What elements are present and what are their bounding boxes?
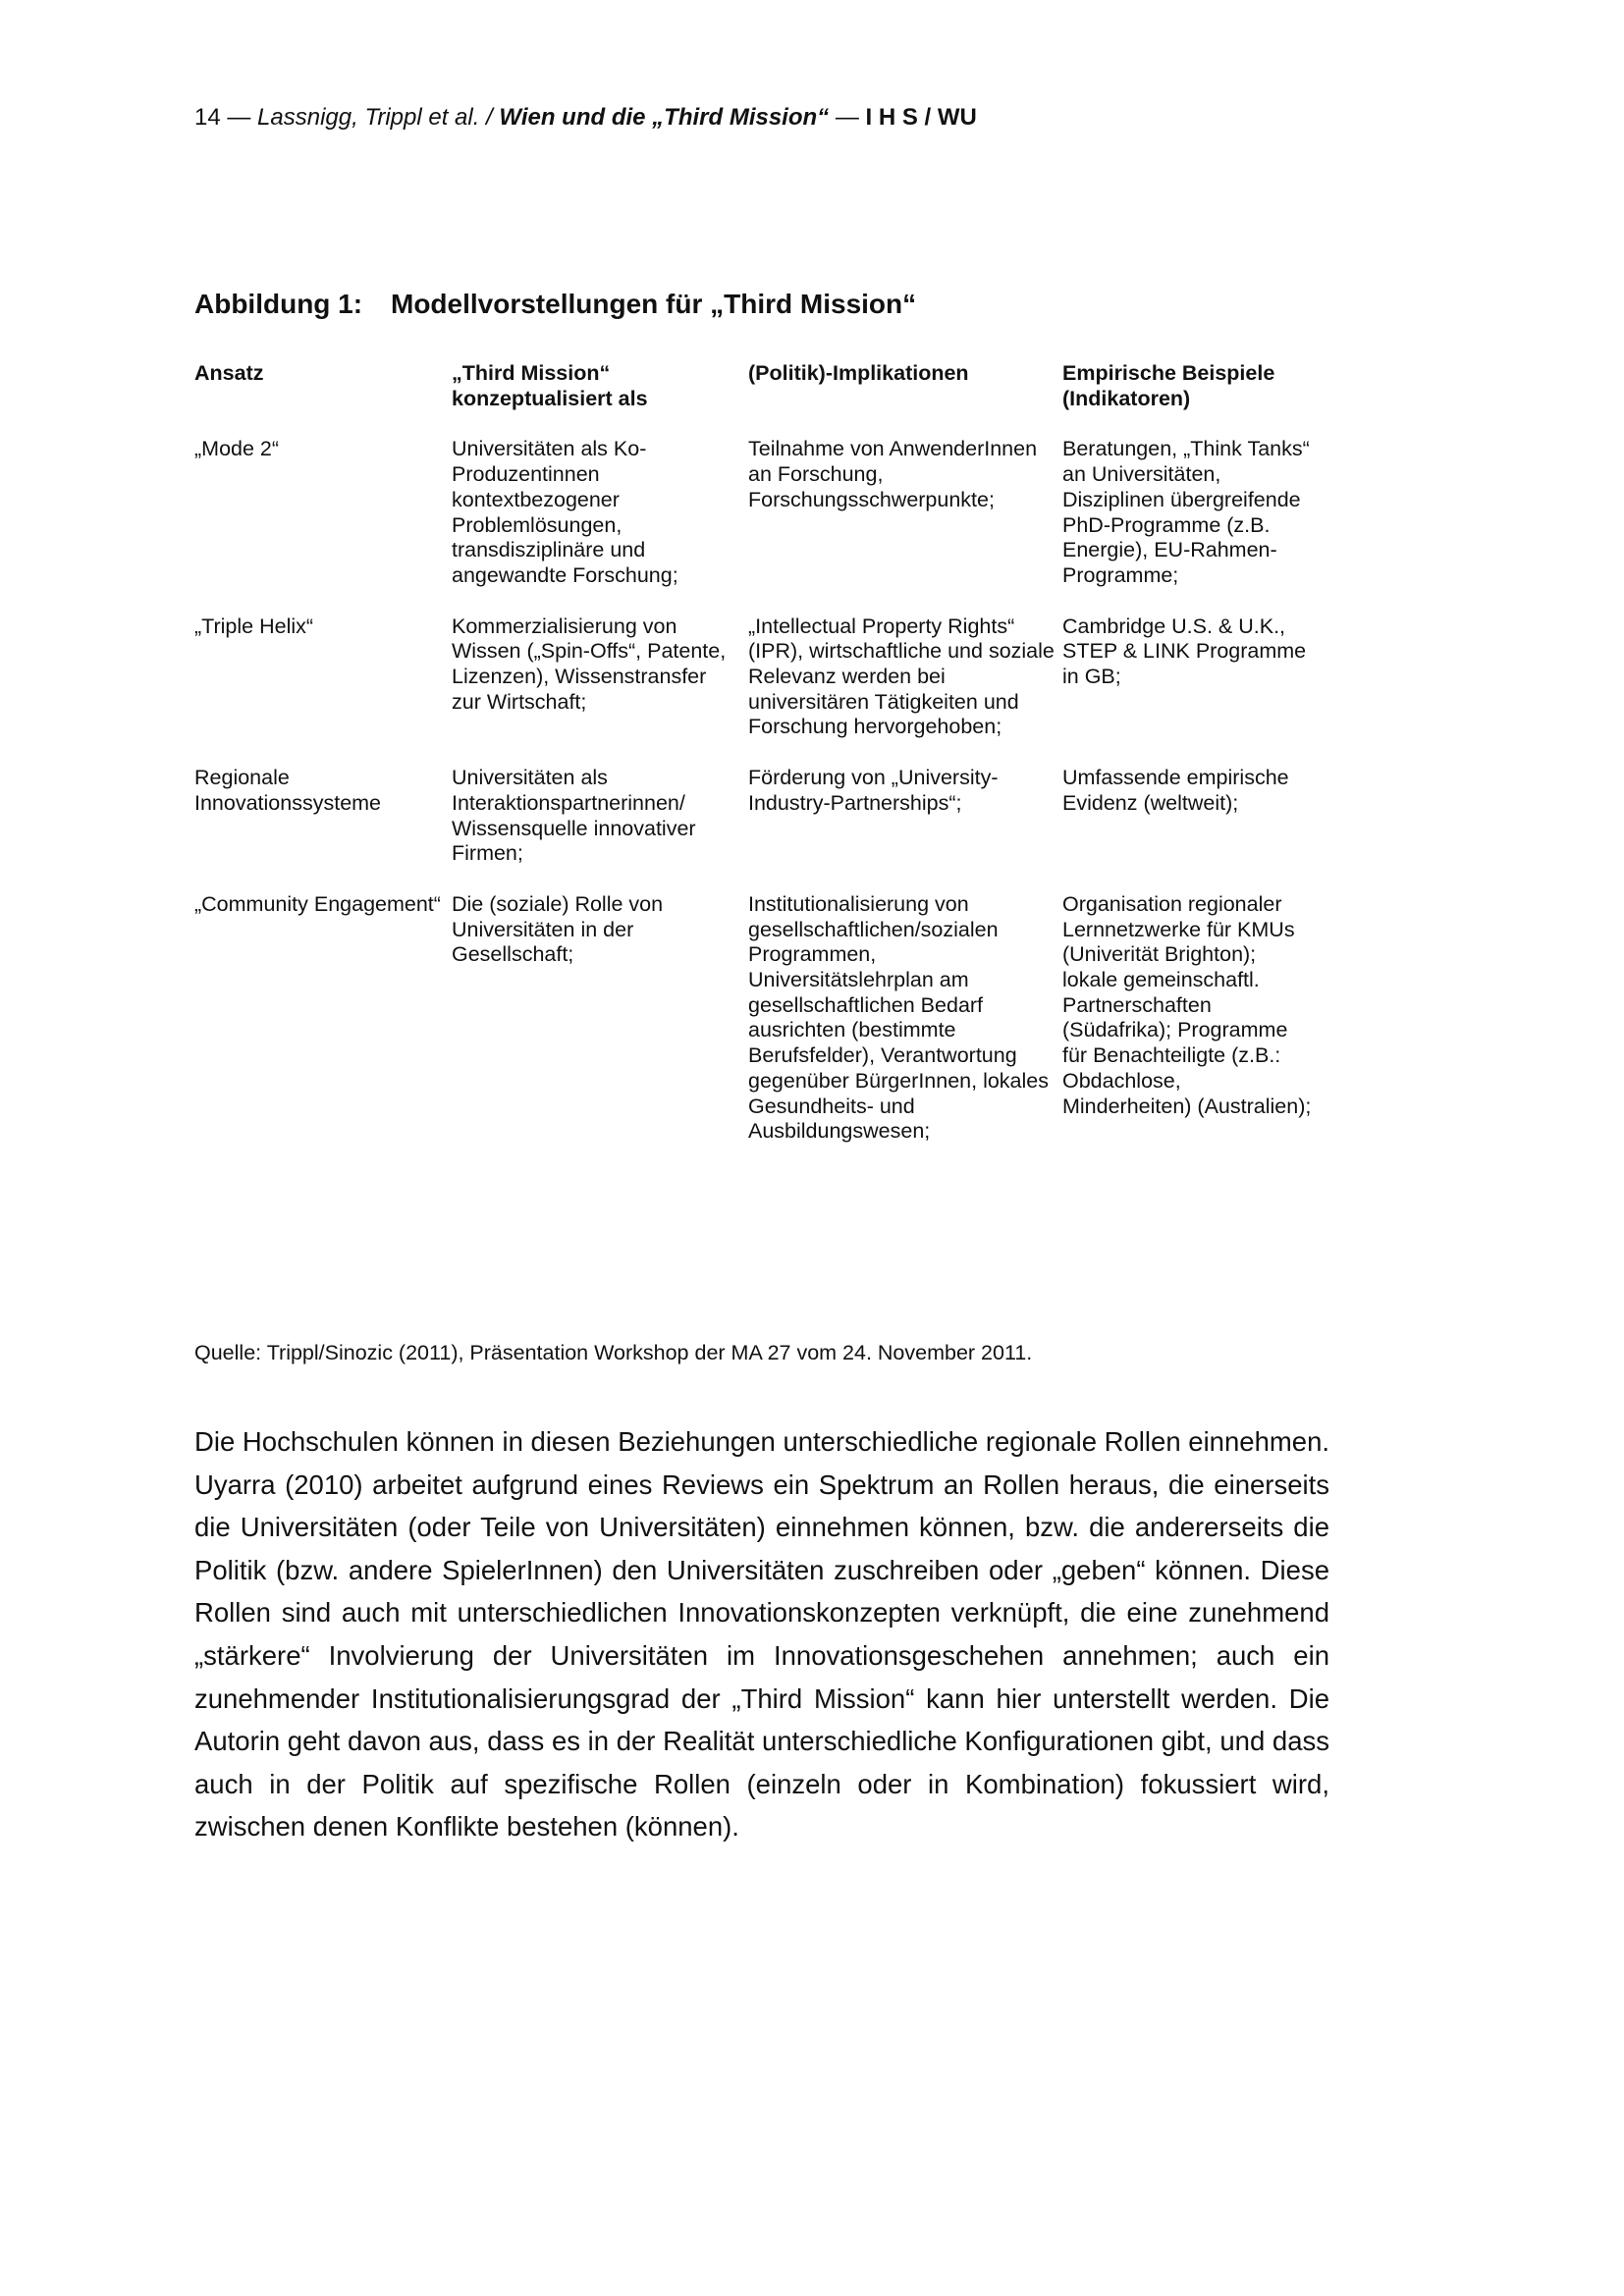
header-institution: I H S / WU — [865, 104, 977, 131]
table-cell: Cambridge U.S. & U.K., STEP & LINK Programme in GB; — [1062, 614, 1307, 689]
table-row — [194, 892, 1324, 1170]
page-number: 14 — [194, 104, 221, 131]
body-paragraph: Die Hochschulen können in diesen Beziehungen unterschiedliche regionale Rollen einnehmen. Uyarra (2010) arbeitet aufgrund eines Reviews ein Spektrum an Rollen heraus, die einerseits die Universitäten (oder Teile von Universitäten) einnehmen können, bzw. die andererseits die Politik (bzw. andere SpielerInnen) den Universitäten zuschreiben oder „geben“ können. Diese Rollen sind auch mit unterschiedlichen Innovationskonzepten verknüpft, die eine zunehmend „stärkere“ Involvierung der Universitäten im Innovationsgeschehen annehmen; auch ein zunehmender Institutionalisierungsgrad der „Third Mission“ kann hier unterstellt werden. Die Autorin geht davon aus, dass es in der Realität unterschiedliche Konfigurationen gibt, und dass auch in der Politik auf spezifische Rollen (einzeln oder in Kombination) fokussiert wird, zwischen denen Konflikte bestehen (können). — [194, 1426, 1329, 1842]
figure-caption — [194, 285, 916, 324]
table-cell: Teilnahme von AnwenderInnen an Forschung, Forschungsschwerpunkte; — [748, 437, 1038, 511]
column-header-beispiele: Empirische Beispiele (Indikatoren) — [1062, 361, 1275, 410]
column-header-ansatz: Ansatz — [194, 361, 264, 385]
figure-table — [194, 361, 1324, 1170]
table-cell: Kommerzialisierung von Wissen („Spin-Offs“, Patente, Lizenzen), Wissenstransfer zur Wirtschaft; — [452, 614, 727, 714]
header-dash: — — [220, 104, 258, 131]
table-cell: „Mode 2“ — [194, 437, 280, 461]
table-row — [194, 614, 1324, 767]
table-cell: Die (soziale) Rolle von Universitäten in der Gesellschaft; — [452, 891, 664, 967]
column-header-konzept: „Third Mission“ konzeptualisiert als — [452, 361, 648, 410]
header-dash: — — [829, 104, 866, 131]
table-cell: Institutionalisierung von gesellschaftlichen/sozialen Programmen, Universitätslehrplan am gesellschaftlichen Bedarf ausrichten (bestimmte Berufsfelder), Verantwortung gegenüber BürgerInnen, lokales Gesundheits- und Ausbildungswesen; — [748, 891, 1049, 1144]
table-cell: Umfassende empirische Evidenz (weltweit); — [1062, 766, 1289, 815]
column-header-implikationen: (Politik)-Implikationen — [748, 361, 969, 385]
figure-title: Modellvorstellungen für „Third Mission“ — [391, 289, 917, 319]
running-header — [194, 102, 977, 133]
table-cell: Regionale Innovationssysteme — [194, 766, 382, 815]
figure-source: Quelle: Trippl/Sinozic (2011), Präsentation Workshop der MA 27 vom 24. November 2011. — [194, 1341, 1033, 1364]
table-cell: „Community Engagement“ — [194, 891, 441, 916]
header-title: Wien und die „Third Mission“ — [499, 104, 830, 131]
table-cell: Organisation regionaler Lernnetzwerke für KMUs (Univerität Brighton); lokale gemeinschaftl. Partnerschaften (Südafrika); Programme für Benachteiligte (z.B.: Obdachlose, Minderheiten) (Australien); — [1062, 891, 1312, 1118]
table-cell: Universitäten als Ko-Produzentinnen kontextbezogener Problemlösungen, transdisziplinäre und angewandte Forschung; — [452, 437, 678, 587]
figure-label: Abbildung 1: — [194, 289, 363, 319]
table-header-row — [194, 361, 1324, 437]
table-cell: „Triple Helix“ — [194, 614, 314, 638]
table-row — [194, 766, 1324, 892]
table-cell: Universitäten als Interaktionspartnerinnen/ Wissensquelle innovativer Firmen; — [452, 766, 696, 866]
table-cell: „Intellectual Property Rights“ (IPR), wirtschaftliche und soziale Relevanz werden bei universitären Tätigkeiten und Forschung hervorgehoben; — [748, 614, 1055, 739]
table-cell: Beratungen, „Think Tanks“ an Universitäten, Disziplinen übergreifende PhD-Programme (z.B. Energie), EU-Rahmen-Programme; — [1062, 437, 1310, 587]
table-row — [194, 437, 1324, 614]
header-authors: Lassnigg, Trippl et al. / — [257, 104, 500, 131]
table-cell: Förderung von „University-Industry-Partnerships“; — [748, 766, 999, 815]
